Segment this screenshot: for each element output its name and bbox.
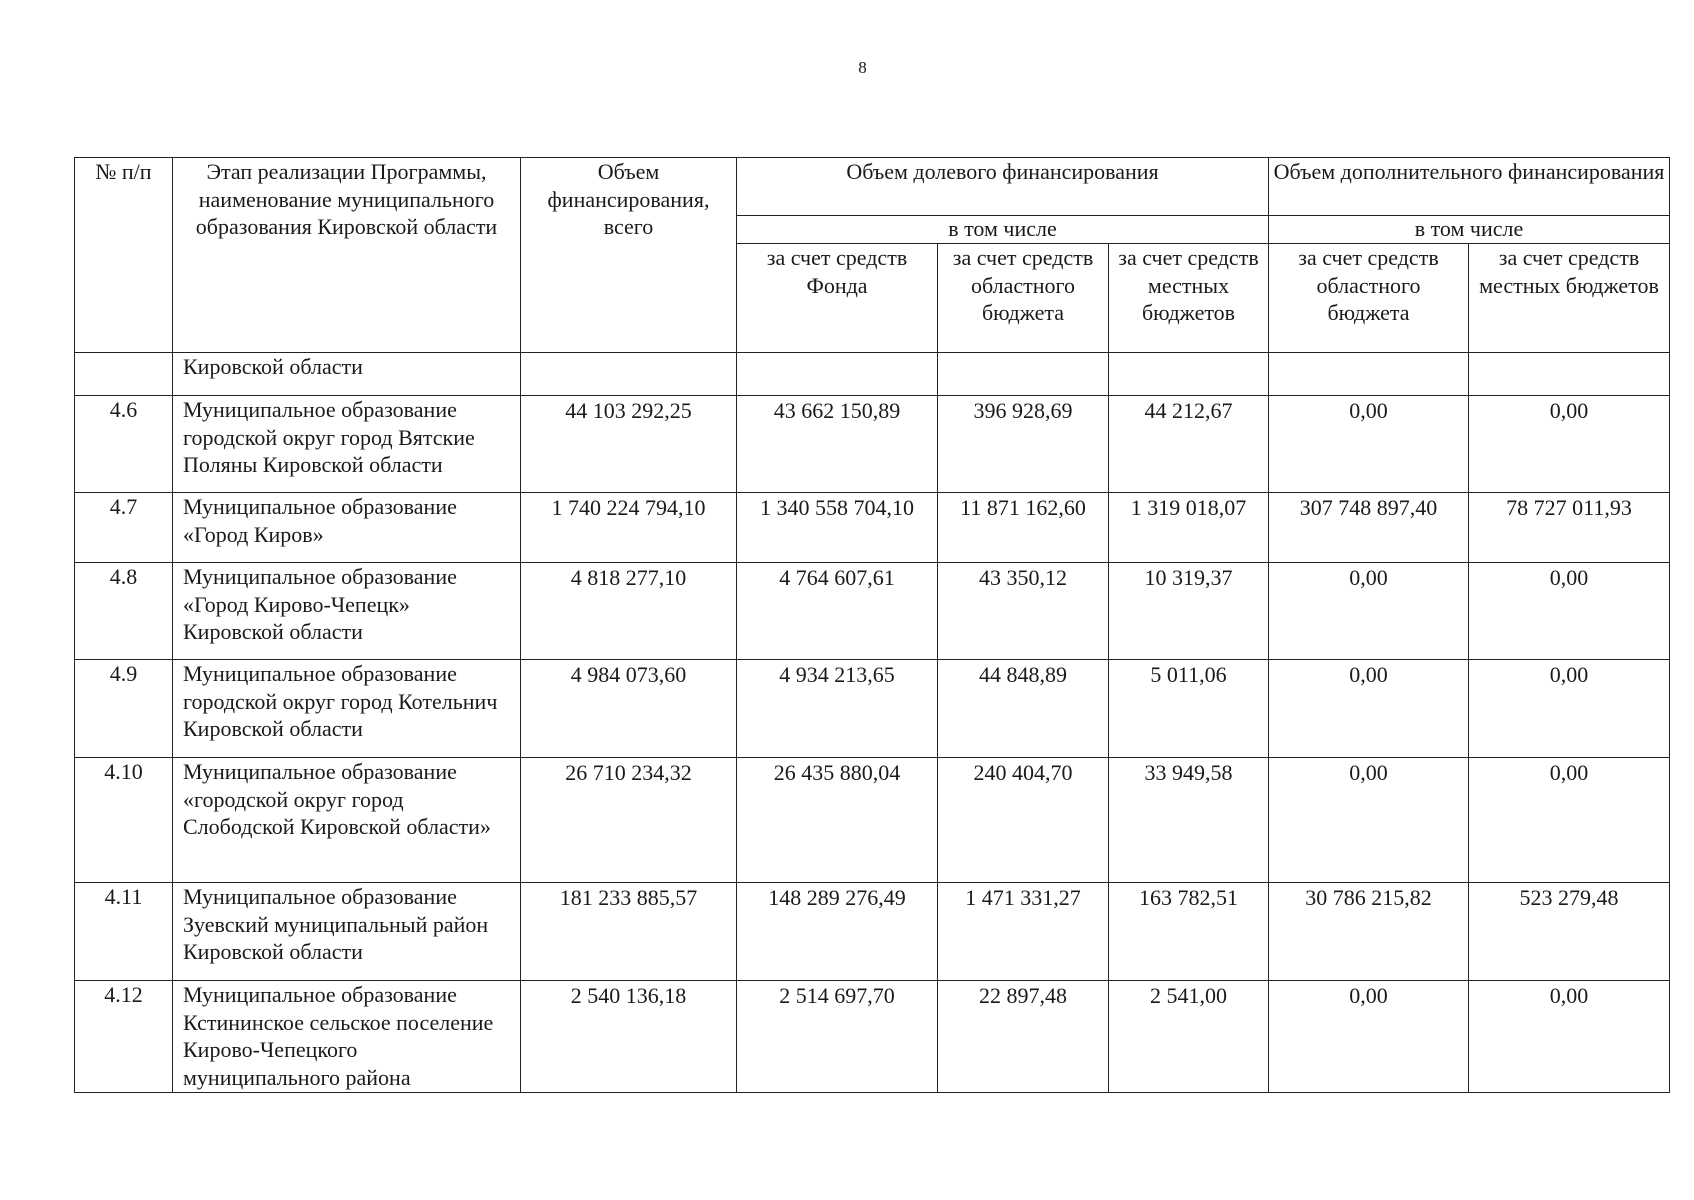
row-name: Муниципальное образование Зуевский муниципальный район Кировской области [173,883,521,981]
row-total: 4 984 073,60 [521,660,737,758]
row-number: 4.12 [75,981,173,1093]
row-fund: 2 514 697,70 [737,981,938,1093]
row-regional: 396 928,69 [938,396,1109,493]
row-regional: 1 471 331,27 [938,883,1109,981]
row-add-local: 78 727 011,93 [1469,493,1670,563]
row-add-regional: 0,00 [1269,981,1469,1093]
row-number: 4.7 [75,493,173,563]
table-row [75,883,1670,981]
row-add-local: 0,00 [1469,396,1670,493]
row-add-regional: 0,00 [1269,563,1469,660]
row-local: 44 212,67 [1109,396,1269,493]
row-fund: 4 764 607,61 [737,563,938,660]
row-total: 44 103 292,25 [521,396,737,493]
row-add-regional: 0,00 [1269,396,1469,493]
header-fund: за счет средств Фонда [737,244,938,353]
row-add-regional: 0,00 [1269,660,1469,758]
row-regional: 240 404,70 [938,758,1109,883]
row-add-local: 523 279,48 [1469,883,1670,981]
table-row [75,493,1670,563]
row-add-local: 0,00 [1469,981,1670,1093]
header-add-regional: за счет средств областного бюджета [1269,244,1469,353]
table-row [75,758,1670,883]
header-shared-financing: Объем долевого финансирования [737,158,1269,216]
row-regional: 11 871 162,60 [938,493,1109,563]
row-regional: 43 350,12 [938,563,1109,660]
row-fund: 43 662 150,89 [737,396,938,493]
table-row [75,981,1670,1093]
row-number: 4.11 [75,883,173,981]
row-add-regional: 0,00 [1269,758,1469,883]
row-number: 4.6 [75,396,173,493]
row-number: 4.10 [75,758,173,883]
header-add-local: за счет средств местных бюджетов [1469,244,1670,353]
row-fund: 26 435 880,04 [737,758,938,883]
table-row [75,660,1670,758]
row-local: 5 011,06 [1109,660,1269,758]
row-name: Муниципальное образование «Город Киров» [173,493,521,563]
header-shared-including: в том числе [737,216,1269,244]
row-regional: 22 897,48 [938,981,1109,1093]
header-additional-including: в том числе [1269,216,1670,244]
header-total: Объем финансирования, всего [521,158,737,353]
row-total: 4 818 277,10 [521,563,737,660]
header-num: № п/п [75,158,173,353]
row-total: 1 740 224 794,10 [521,493,737,563]
table-row [75,563,1670,660]
table-row [75,396,1670,493]
row-local: 1 319 018,07 [1109,493,1269,563]
row-number: 4.8 [75,563,173,660]
row-total: 181 233 885,57 [521,883,737,981]
row-total: 26 710 234,32 [521,758,737,883]
row-add-local: 0,00 [1469,660,1670,758]
row-local: 33 949,58 [1109,758,1269,883]
row-local: 10 319,37 [1109,563,1269,660]
table-row [75,353,1670,396]
row-name: Муниципальное образование городской округ город Вятские Поляны Кировской области [173,396,521,493]
row-name: Муниципальное образование «Город Кирово-Чепецк» Кировской области [173,563,521,660]
row-local: 2 541,00 [1109,981,1269,1093]
row-total: 2 540 136,18 [521,981,737,1093]
row-add-local: 0,00 [1469,758,1670,883]
header-additional-financing: Объем дополнительного финансирования [1269,158,1670,216]
row-local: 163 782,51 [1109,883,1269,981]
page-number: 8 [858,58,867,77]
header-local: за счет средств местных бюджетов [1109,244,1269,353]
header-regional: за счет средств областного бюджета [938,244,1109,353]
row-name: Муниципальное образование городской округ город Котельнич Кировской области [173,660,521,758]
header-stage: Этап реализации Программы, наименование муниципального образования Кировской области [173,158,521,353]
row-name: Муниципальное образование «городской округ город Слободской Кировской области» [173,758,521,883]
row-fund: 148 289 276,49 [737,883,938,981]
row-regional: 44 848,89 [938,660,1109,758]
financing-table [74,157,1670,1093]
continuation-text: Кировской области [173,353,521,396]
row-number: 4.9 [75,660,173,758]
row-name: Муниципальное образование Кстининское сельское поселение Кирово-Чепецкого муниципального района [173,981,521,1093]
row-fund: 4 934 213,65 [737,660,938,758]
row-fund: 1 340 558 704,10 [737,493,938,563]
row-add-local: 0,00 [1469,563,1670,660]
row-add-regional: 307 748 897,40 [1269,493,1469,563]
row-add-regional: 30 786 215,82 [1269,883,1469,981]
